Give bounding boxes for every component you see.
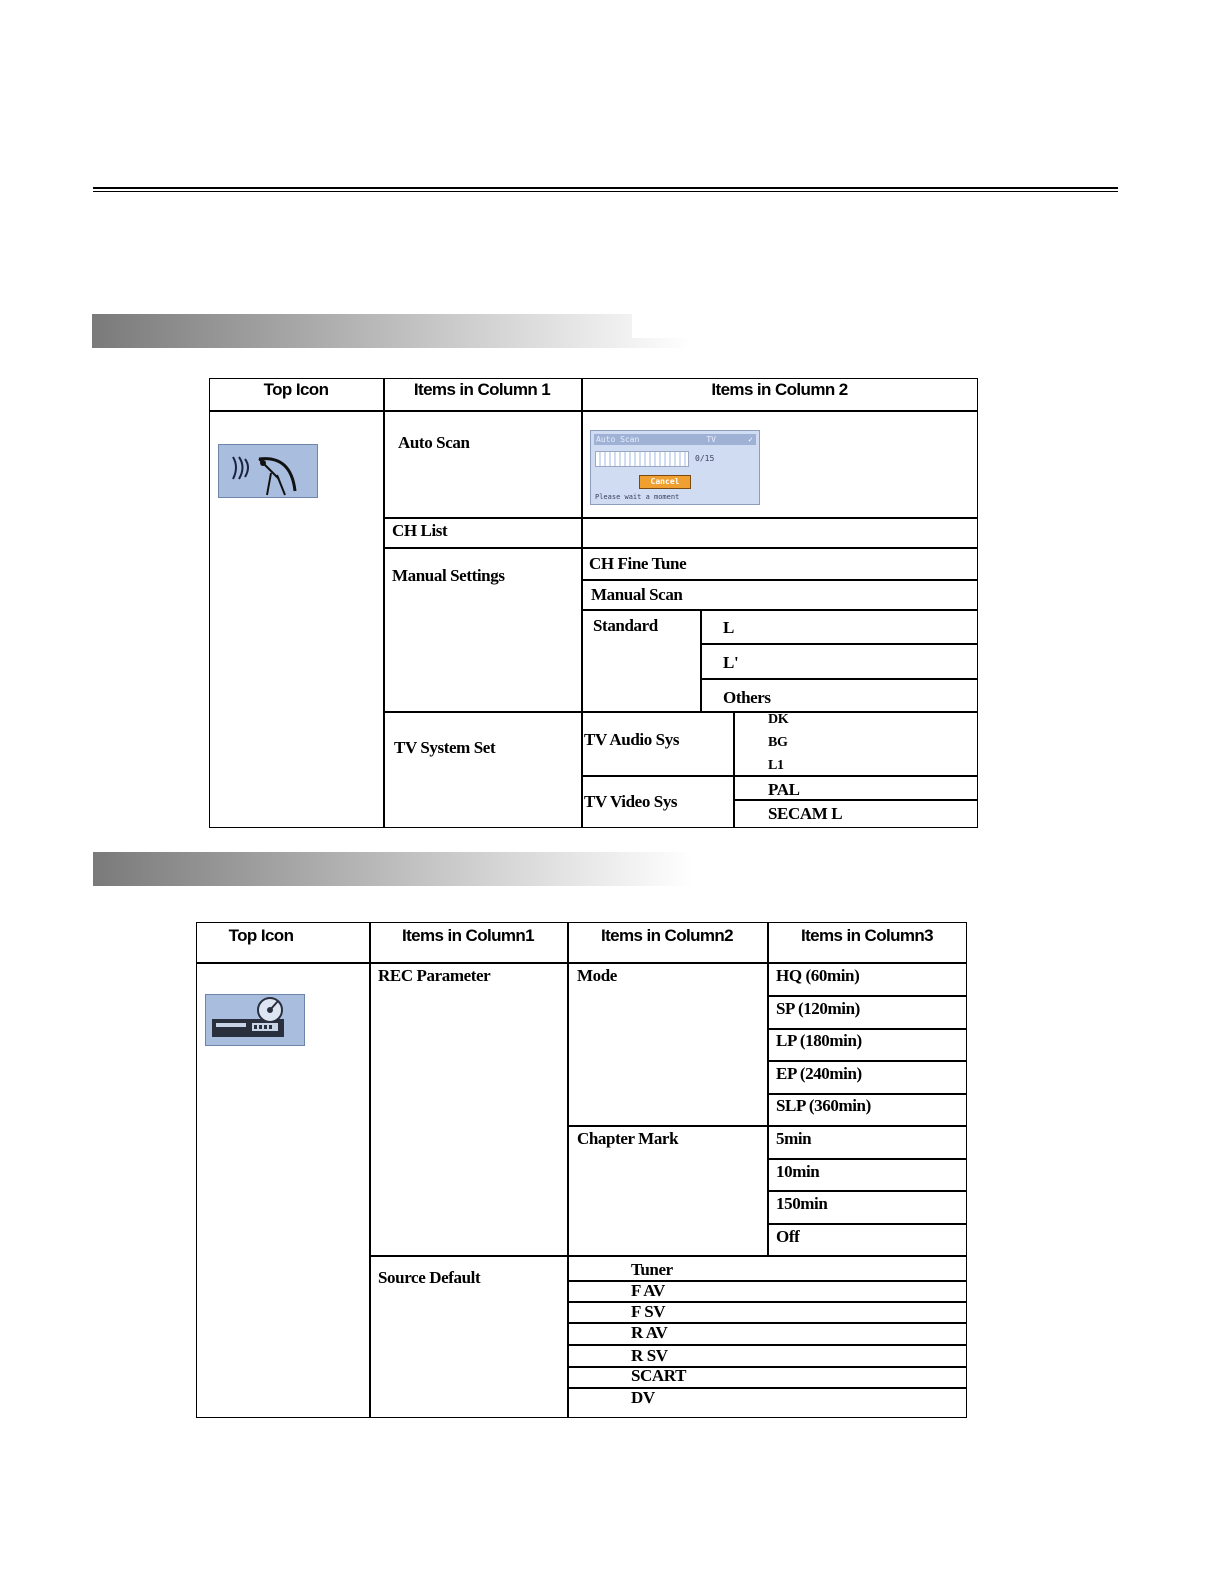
chapter-option-150min: 150min xyxy=(776,1194,828,1213)
mode-option-slp: SLP (360min) xyxy=(776,1096,871,1115)
table1-header-col1: Items in Column 1 xyxy=(413,380,551,399)
section-bar-2 xyxy=(93,852,693,886)
mode-option-ep: EP (240min) xyxy=(776,1064,862,1083)
top-rule-thin xyxy=(93,191,1118,192)
scan-progress-bar xyxy=(595,451,689,467)
scan-progress-text: 0/15 xyxy=(695,454,715,463)
mode-option-hq: HQ (60min) xyxy=(776,966,860,985)
scan-dialog-title: Auto Scan xyxy=(596,435,640,444)
source-option-r-sv: R SV xyxy=(631,1346,668,1365)
ch-list-label: CH List xyxy=(392,521,448,540)
standard-option-l: L xyxy=(723,618,734,637)
chapter-option-5min: 5min xyxy=(776,1129,812,1148)
satellite-dish-icon xyxy=(218,444,318,498)
auto-scan-label: Auto Scan xyxy=(398,433,470,452)
chapter-mark-label: Chapter Mark xyxy=(577,1129,679,1148)
source-option-f-sv: F SV xyxy=(631,1302,666,1321)
source-default-label: Source Default xyxy=(378,1268,481,1287)
source-option-scart: SCART xyxy=(631,1366,687,1385)
table2-header-col2: Items in Column2 xyxy=(600,926,734,945)
manual-scan-label: Manual Scan xyxy=(591,585,683,604)
source-option-tuner: Tuner xyxy=(631,1260,673,1279)
source-option-dv: DV xyxy=(631,1388,655,1407)
standard-label: Standard xyxy=(593,616,658,635)
tv-system-set-label: TV System Set xyxy=(394,738,496,757)
video-option-pal: PAL xyxy=(768,780,800,799)
table1-header-top-icon: Top Icon xyxy=(263,380,329,399)
mode-label: Mode xyxy=(577,966,617,985)
recorder-device-icon xyxy=(205,994,305,1046)
section-bar-1 xyxy=(92,314,692,348)
video-option-secam-l: SECAM L xyxy=(768,804,843,823)
top-rule xyxy=(93,187,1118,189)
mode-option-sp: SP (120min) xyxy=(776,999,860,1018)
scan-dialog-source: TV xyxy=(706,435,716,444)
table2-header-top-icon: Top Icon xyxy=(228,926,294,945)
audio-option-l1: L1 xyxy=(768,758,784,773)
auto-scan-dialog xyxy=(590,430,760,505)
table2-header-col3: Items in Column3 xyxy=(800,926,934,945)
ch-fine-tune-label: CH Fine Tune xyxy=(589,554,687,573)
table2-header-col1: Items in Column1 xyxy=(401,926,535,945)
mode-option-lp: LP (180min) xyxy=(776,1031,862,1050)
chapter-option-10min: 10min xyxy=(776,1162,820,1181)
chapter-option-off: Off xyxy=(776,1227,800,1246)
audio-option-dk: DK xyxy=(768,712,789,727)
source-option-r-av: R AV xyxy=(631,1323,668,1342)
rec-parameter-label: REC Parameter xyxy=(378,966,491,985)
manual-settings-label: Manual Settings xyxy=(392,566,505,585)
scan-dialog-message: Please wait a moment xyxy=(595,493,680,501)
audio-option-bg: BG xyxy=(768,735,788,750)
tv-video-sys-label: TV Video Sys xyxy=(584,792,678,811)
table1-header-col2: Items in Column 2 xyxy=(711,380,848,399)
standard-option-l-prime: L' xyxy=(723,653,739,672)
source-option-f-av: F AV xyxy=(631,1281,665,1300)
standard-option-others: Others xyxy=(723,688,771,707)
tv-audio-sys-label: TV Audio Sys xyxy=(584,730,680,749)
check-icon: ✓ xyxy=(748,435,753,444)
cancel-button[interactable]: Cancel xyxy=(639,475,691,489)
